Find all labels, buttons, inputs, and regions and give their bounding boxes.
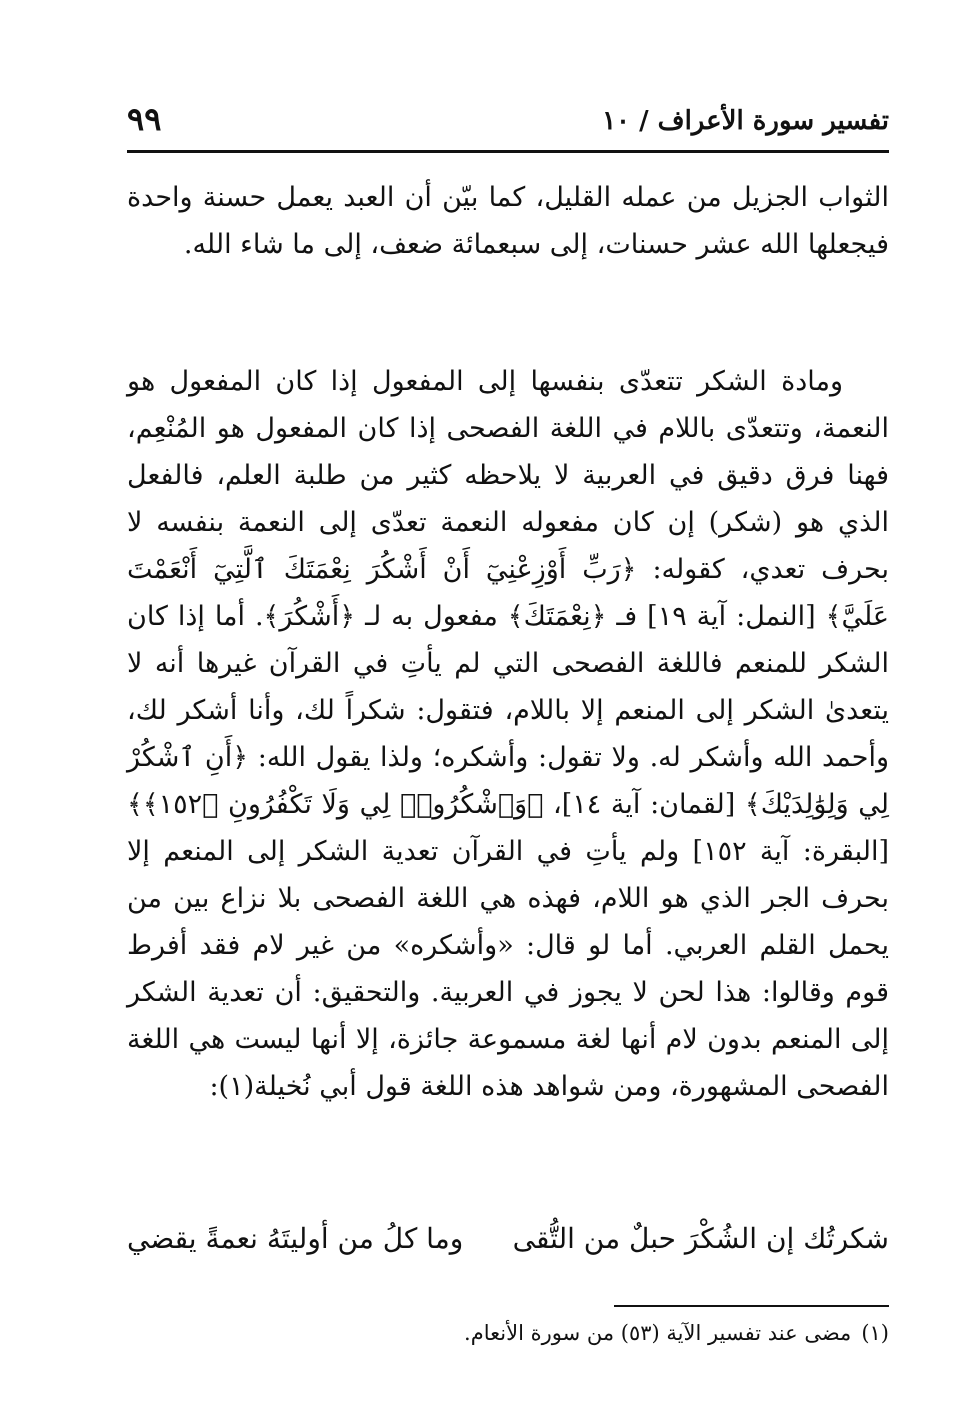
page-number: ٩٩ [127, 100, 162, 138]
verse-first-hemistich: شكرتُك إن الشُكْرَ حبلٌ من التُّقى [512, 1222, 889, 1255]
page-header [127, 100, 889, 146]
footnote-text: مضى عند تفسير الآية (٥٣) من سورة الأنعام. [464, 1321, 852, 1345]
poetry-verse [127, 1222, 889, 1272]
footnote [400, 1316, 889, 1350]
paragraph-1: الثواب الجزيل من عمله القليل، كما بيّن أن العبد يعمل حسنة واحدة فيجعلها الله عشر حسنات، إلى سبعمائة ضعف، إلى ما شاء الله. [127, 182, 889, 260]
footnote-marker: (١) [861, 1321, 889, 1345]
running-title: تفسير سورة الأعراف / ١٠ [602, 106, 889, 136]
header-divider [127, 150, 889, 153]
paragraph-2: ومادة الشكر تتعدّى بنفسها إلى المفعول إذا كان المفعول هو النعمة، وتتعدّى باللام في اللغة الفصحى إذا كان المفعول هو المُنْعِم، فهنا فرق دقيق في العربية لا يلاحظه كثير من طلبة العلم، فالفعل الذي هو (شكر) إن كان مفعوله النعمة تعدّى إلى النعمة بنفسه لا بحرف تعدي، كقوله: ﴿رَبِّ أَوْزِعْنِيٓ أَنْ أَشْكُرَ نِعْمَتَكَ ٱلَّتِيٓ أَنْعَمْتَ عَلَيَّ﴾ [النمل: آية ١٩] فـ ﴿نِعْمَتَكَ﴾ مفعول به لـ ﴿أَشْكُرَ﴾. أما إذا كان الشكر للمنعم فاللغة الفصحى التي لم يأتِ في القرآن غيرها أنه لا يتعدىٰ الشكر إلى المنعم إلا باللام، فتقول: شكراً لك، وأنا أشكر لك، وأحمد الله وأشكر له. ولا تقول: وأشكره؛ ولذا يقول الله: ﴿أَنِ ٱشْكُرْ لِي وَلِوَٰلِدَيْكَ﴾ [لقمان: آية ١٤]، ﴿وَٱشْكُرُوا۟ لِي وَلَا تَكْفُرُونِ ﴿١٥٢﴾﴾ [البقرة: آية ١٥٢] ولم يأتِ في القرآن تعدية الشكر إلى المنعم إلا بحرف الجر الذي هو اللام، فهذه هي اللغة الفصحى بلا نزاع بين من يحمل القلم العربي. أما لو قال: «وأشكره» من غير لام فقد أفرط قوم وقالوا: هذا لحن لا يجوز في العربية. والتحقيق: أن تعدية الشكر إلى المنعم بدون لام أنها لغة مسموعة جائزة، إلا أنها ليست هي اللغة الفصحى المشهورة، ومن شواهد هذه اللغة قول أبي نُخيلة(١): [127, 366, 890, 1102]
footnote-divider [614, 1305, 889, 1307]
verse-second-hemistich: وما كلُ من أوليتَهُ نعمةً يقضي [127, 1222, 464, 1255]
